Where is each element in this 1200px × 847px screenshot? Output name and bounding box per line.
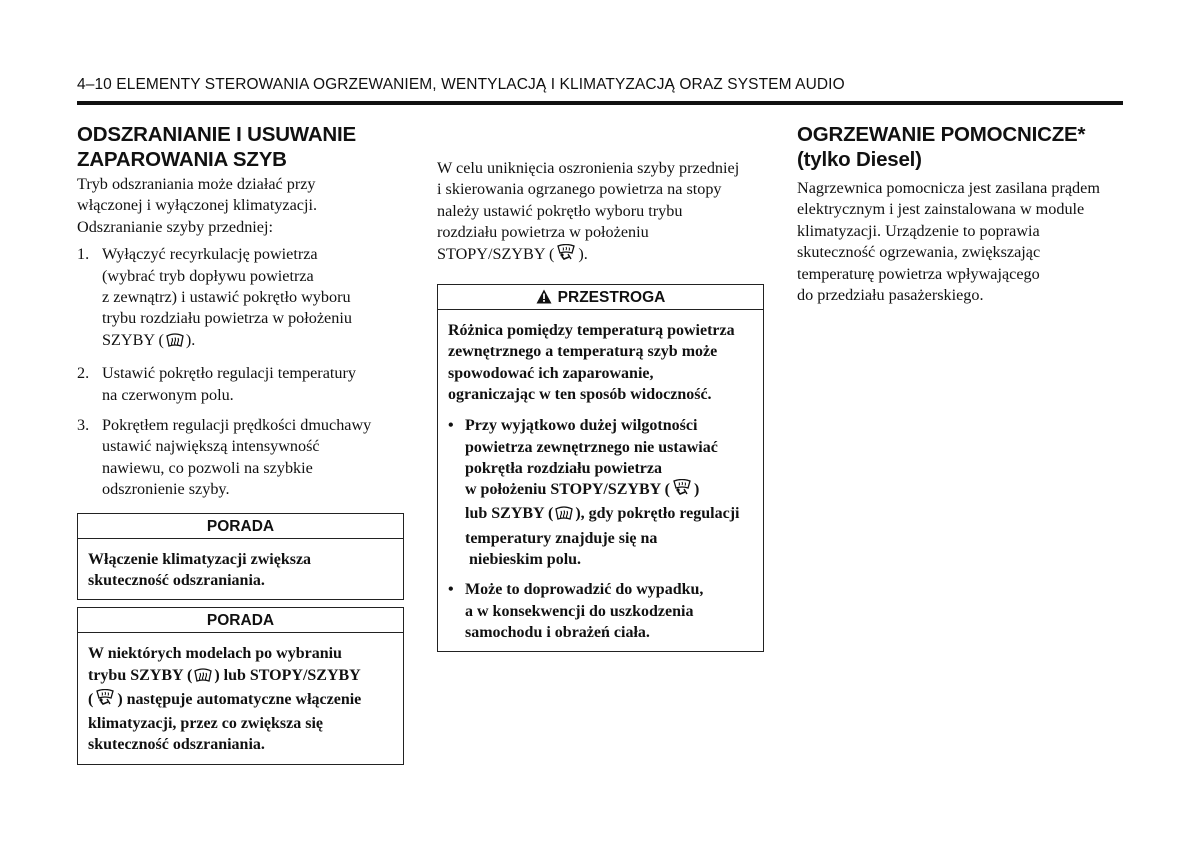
text-line: ) lub STOPY/SZYBY bbox=[214, 666, 361, 684]
text-line: SZYBY ( bbox=[102, 330, 164, 349]
text-line: Wyłączyć recyrkulację powietrza bbox=[102, 245, 318, 264]
text-line: Pokrętłem regulacji prędkości dmuchawy bbox=[102, 416, 372, 435]
text-line: STOPY/SZYBY ( bbox=[437, 244, 555, 263]
text-line: klimatyzacji. Urządzenie to poprawia bbox=[797, 221, 1040, 240]
title-line: OGRZEWANIE POMOCNICZE* bbox=[797, 123, 1086, 146]
text-line: Nagrzewnica pomocnicza jest zasilana prądem bbox=[797, 179, 1100, 197]
caution-body bbox=[438, 310, 763, 651]
text-line: Różnica pomiędzy temperaturą powietrza bbox=[448, 322, 735, 340]
bullet-mark: • bbox=[448, 417, 454, 435]
floor-defrost-icon bbox=[556, 244, 576, 268]
caution-title-text: PRZESTROGA bbox=[557, 289, 666, 307]
text-line: włączonej i wyłączonej klimatyzacji. bbox=[77, 196, 318, 215]
text-line: temperaturę powietrza wpływającego bbox=[797, 264, 1040, 283]
text-line: trybu rozdziału powietrza w położeniu bbox=[102, 309, 352, 328]
text-line: ) bbox=[693, 481, 700, 499]
text-line: Przy wyjątkowo dużej wilgotności bbox=[465, 417, 698, 435]
tip-box bbox=[77, 513, 404, 601]
text-line: do przedziału pasażerskiego. bbox=[797, 286, 984, 305]
text-line: ustawić największą intensywność bbox=[102, 437, 320, 456]
caution-bullet bbox=[448, 415, 754, 570]
text-line: niebieskim polu. bbox=[465, 551, 582, 568]
text-line: (wybrać tryb dopływu powietrza bbox=[102, 266, 314, 285]
text-line: W celu uniknięcia oszronienia szyby przedniej bbox=[437, 159, 740, 177]
text-line: trybu SZYBY ( bbox=[88, 666, 193, 684]
text-line: skuteczność ogrzewania, zwiększając bbox=[797, 243, 1041, 262]
text-line: elektrycznym i jest zainstalowana w module bbox=[797, 200, 1085, 219]
text-line: Tryb odszraniania może działać przy bbox=[77, 175, 316, 193]
text-line: W niektórych modelach po wybraniu bbox=[88, 645, 342, 663]
caution-bullet bbox=[448, 579, 754, 643]
column-aux-heater bbox=[797, 122, 1123, 306]
text-line: ). bbox=[578, 244, 588, 263]
title-line: ODSZRANIANIE I USUWANIE bbox=[77, 123, 356, 146]
title-line: ZAPAROWANIA SZYB bbox=[77, 148, 287, 171]
text-line: ). bbox=[185, 330, 196, 349]
bullet-mark: • bbox=[448, 581, 454, 599]
step-item bbox=[77, 363, 404, 406]
tip-body bbox=[78, 633, 403, 763]
section-title-aux-heater bbox=[797, 122, 1123, 172]
defrost-windshield-icon bbox=[555, 505, 573, 527]
text-line: skuteczność odszraniania. bbox=[88, 736, 265, 754]
feet-defrost-intro bbox=[437, 158, 764, 268]
column-feet-defrost bbox=[437, 158, 764, 652]
text-line: Może to doprowadzić do wypadku, bbox=[465, 581, 704, 599]
floor-defrost-icon bbox=[95, 689, 115, 713]
caution-title bbox=[438, 285, 763, 310]
floor-defrost-icon bbox=[672, 479, 692, 503]
text-line: w położeniu STOPY/SZYBY ( bbox=[465, 481, 670, 499]
section-title-defrost bbox=[77, 122, 404, 172]
text-line: temperatury znajduje się na bbox=[465, 529, 658, 547]
tip-title: PORADA bbox=[78, 514, 403, 539]
text-line: skuteczność odszraniania. bbox=[88, 571, 265, 589]
step-item bbox=[77, 415, 404, 501]
text-line: ) następuje automatyczne włączenie bbox=[117, 690, 362, 708]
text-line: odszronienie szyby. bbox=[102, 480, 230, 499]
text-line: rozdziału powietrza w położeniu bbox=[437, 223, 649, 242]
column-defrost bbox=[77, 122, 404, 765]
text-line: ( bbox=[88, 690, 94, 708]
step-number: 1. bbox=[77, 245, 90, 264]
text-line: Włączenie klimatyzacji zwiększa bbox=[88, 550, 312, 568]
text-line: Odszranianie szyby przedniej: bbox=[77, 217, 273, 236]
text-line: Ustawić pokrętło regulacji temperatury bbox=[102, 364, 356, 383]
text-line: ograniczając w ten sposób widoczność. bbox=[448, 385, 712, 403]
text-line: ), gdy pokrętło regulacji bbox=[575, 505, 740, 523]
defrost-windshield-icon bbox=[166, 332, 184, 354]
text-line: należy ustawić pokrętło wyboru trybu bbox=[437, 201, 683, 220]
text-line: a w konsekwencji do uszkodzenia bbox=[465, 602, 694, 620]
step-item bbox=[77, 244, 404, 354]
text-line: na czerwonym polu. bbox=[102, 385, 234, 404]
text-line bbox=[437, 244, 764, 268]
text-line: klimatyzacji, przez co zwiększa się bbox=[88, 715, 324, 733]
step-number: 3. bbox=[77, 416, 90, 435]
text-line: spowodować ich zaparowanie, bbox=[448, 364, 654, 382]
header-text: 4–10 ELEMENTY STEROWANIA OGRZEWANIEM, WENTYLACJĄ I KLIMATYZACJĄ ORAZ SYSTEM AUDIO bbox=[77, 76, 845, 93]
warning-triangle-icon bbox=[536, 287, 552, 312]
text-line: z zewnątrz) i ustawić pokrętło wyboru bbox=[102, 288, 351, 307]
header-rule bbox=[77, 101, 1123, 105]
tip-body bbox=[78, 539, 403, 600]
tip-title: PORADA bbox=[78, 608, 403, 633]
text-line: samochodu i obrażeń ciała. bbox=[465, 623, 650, 641]
text-line: powietrza zewnętrznego nie ustawiać bbox=[465, 438, 718, 456]
defrost-steps bbox=[77, 244, 404, 500]
text-line: lub SZYBY ( bbox=[465, 505, 554, 523]
text-line: zewnętrznego a temperaturą szyb może bbox=[448, 343, 718, 361]
aux-heater-text bbox=[797, 178, 1123, 306]
text-line: pokrętła rozdziału powietrza bbox=[465, 459, 663, 477]
caution-box bbox=[437, 284, 764, 652]
defrost-intro bbox=[77, 174, 404, 238]
title-line: (tylko Diesel) bbox=[797, 148, 922, 171]
text-line: nawiewu, co pozwoli na szybkie bbox=[102, 458, 313, 477]
step-number: 2. bbox=[77, 364, 90, 383]
page-header bbox=[77, 76, 1123, 94]
text-line: i skierowania ogrzanego powietrza na stopy bbox=[437, 180, 722, 199]
tip-box bbox=[77, 607, 404, 764]
defrost-windshield-icon bbox=[194, 667, 212, 689]
